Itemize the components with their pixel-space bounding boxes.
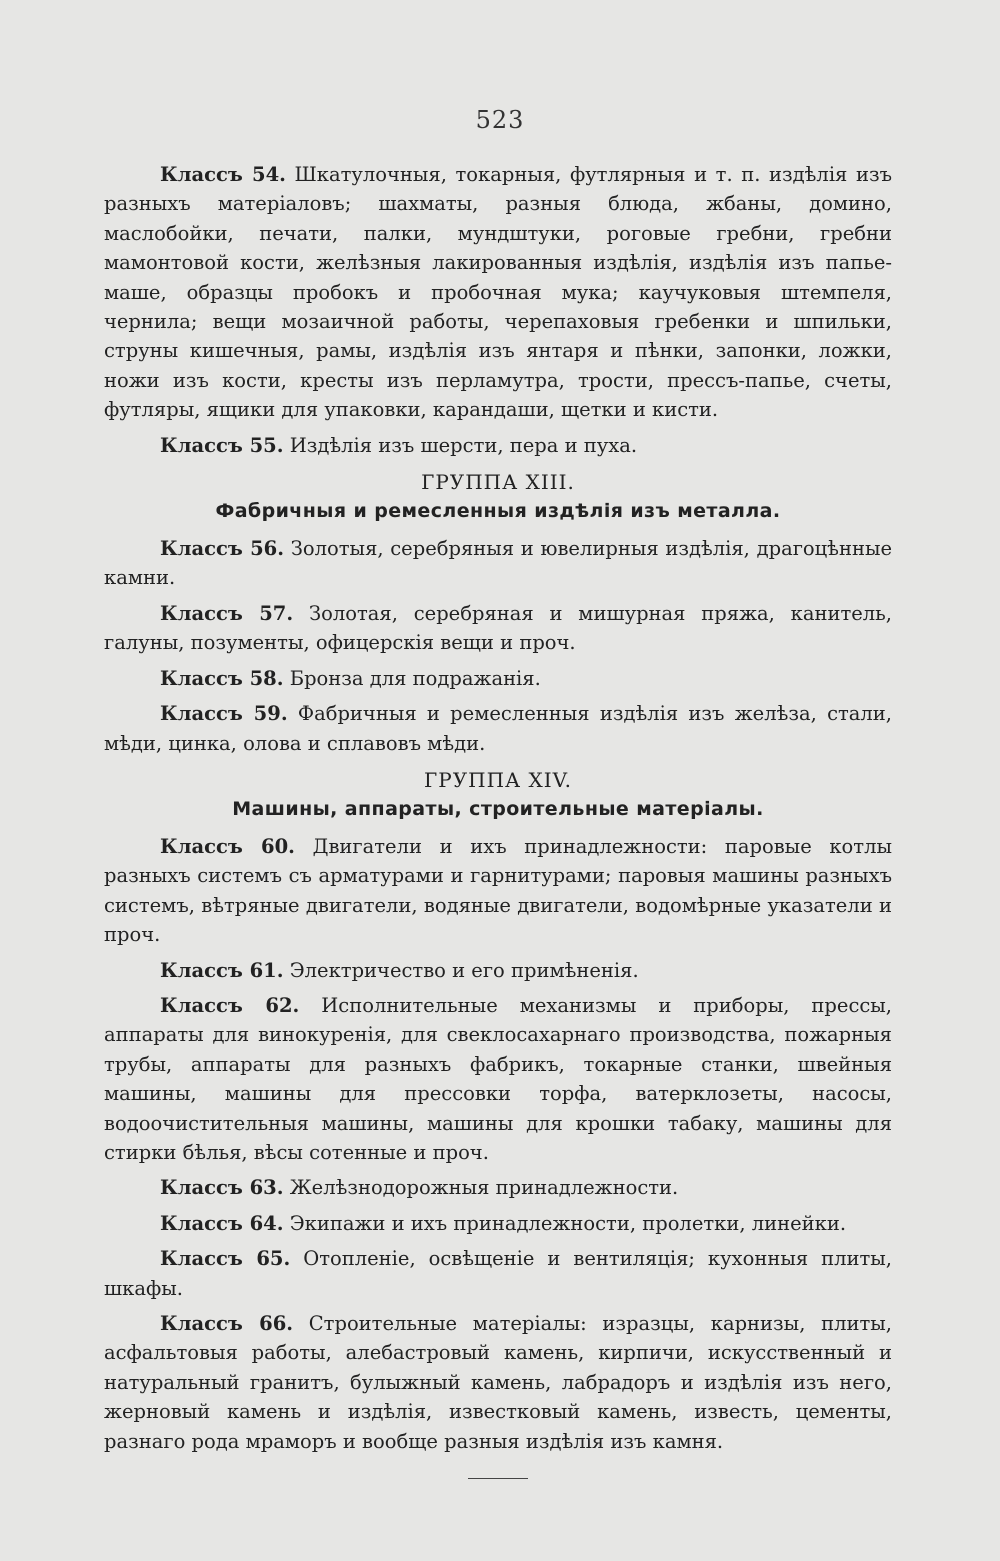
class-text: Бронза для подражанія. [283,666,541,690]
class-text: Фабричныя и ремесленныя издѣлія изъ желѣза, стали, мѣди, цинка, олова и сплавовъ мѣди. [104,702,893,755]
class-63-paragraph [104,1173,892,1202]
class-text: Экипажи и ихъ принадлежности, пролетки, линейки. [283,1211,847,1235]
class-66-paragraph [104,1309,892,1456]
class-label: Классъ 57. [160,601,294,625]
end-divider [468,1478,528,1479]
class-text: Золотыя, серебряныя и ювелирныя издѣлія, драгоцѣнные камни. [104,537,893,590]
class-64-paragraph [104,1209,892,1238]
group-13-subtitle: Фабричныя и ремесленныя издѣлія изъ металла. [215,500,781,523]
group-14-title: ГРУППА XIV. [424,767,572,792]
class-label: Классъ 64. [160,1211,284,1235]
class-text: Двигатели и ихъ принадлежности: паровые котлы разныхъ системъ съ арматурами и гарнитурами; паровыя машины разныхъ системъ, вѣтряные двигатели, водяные двигатели, водомѣрные указатели и проч. [104,834,892,947]
class-label: Классъ 62. [160,993,300,1017]
class-text: Отопленіе, освѣщеніе и вентиляція; кухонныя плиты, шкафы. [104,1247,892,1300]
page-content [104,160,892,1479]
class-text: Исполнительные механизмы и приборы, прессы, аппараты для винокуренія, для свеклосахарнаго производства, пожарныя трубы, аппараты для разныхъ фабрикъ, токарные станки, швейныя машины, машины для прессовки торфа, ватерклозеты, насосы, водоочистительныя машины, машины для крошки табаку, машины для стирки бѣлья, вѣсы сотенные и проч. [104,993,893,1164]
class-65-paragraph [104,1244,892,1303]
page-number: 523 [475,106,525,134]
class-text: Электричество и его примѣненія. [283,958,639,982]
class-56-paragraph [104,534,892,593]
class-text: Издѣлія изъ шерсти, пера и пуха. [283,433,638,457]
class-text: Строительные матеріалы: изразцы, карнизы, плиты, асфальтовыя работы, алебастровый камень, кирпичи, искусственный и натуральный гранитъ, булыжный камень, лабрадоръ и издѣлія изъ него, жерновый камень и издѣлія, известковый камень, известь, цементы, разнаго рода мраморъ и вообще разныя издѣлія изъ камня. [104,1312,892,1453]
class-60-paragraph [104,832,892,950]
class-55-paragraph [104,431,892,460]
class-text: Золотая, серебряная и мишурная пряжа, канитель, галуны, позументы, офицерскія вещи и проч. [104,601,893,655]
class-label: Классъ 60. [160,834,295,858]
group-14-subtitle: Машины, аппараты, строительные матеріалы. [232,797,764,820]
class-58-paragraph [104,664,892,693]
class-label: Классъ 63. [160,1176,284,1200]
class-label: Классъ 58. [160,666,284,690]
class-label: Классъ 54. [160,163,286,186]
class-label: Классъ 56. [160,537,285,561]
class-label: Классъ 59. [160,702,288,726]
class-label: Классъ 65. [160,1247,291,1271]
class-59-paragraph [104,699,892,758]
class-label: Классъ 66. [160,1312,294,1335]
class-62-paragraph [104,991,892,1167]
class-label: Классъ 55. [160,433,284,457]
class-61-paragraph [104,956,892,985]
class-57-paragraph [104,599,892,658]
class-text: Желѣзнодорожныя принадлежности. [283,1176,679,1200]
class-54-paragraph [104,160,892,425]
class-label: Классъ 61. [160,958,284,982]
class-text: Шкатулочныя, токарныя, футлярныя и т. п. издѣлія изъ разныхъ матеріаловъ; шахматы, разныя блюда, жбаны, домино, маслобойки, печати, палки, мундштуки, роговые гребни, гребни мамонтовой кости, желѣзныя лакированныя издѣлія, издѣлія изъ папье-маше, образцы пробокъ и пробочная мука; каучуковыя штемпеля, чернила; вещи мозаичной работы, черепаховыя гребенки и шпильки, струны кишечныя, рамы, издѣлія изъ янтаря и пѣнки, запонки, ложки, ножи изъ кости, кресты изъ перламутра, трости, прессъ-папье, счеты, футляры, ящики для упаковки, карандаши, щетки и кисти. [104,163,892,422]
group-13-title: ГРУППА XIII. [421,470,575,495]
